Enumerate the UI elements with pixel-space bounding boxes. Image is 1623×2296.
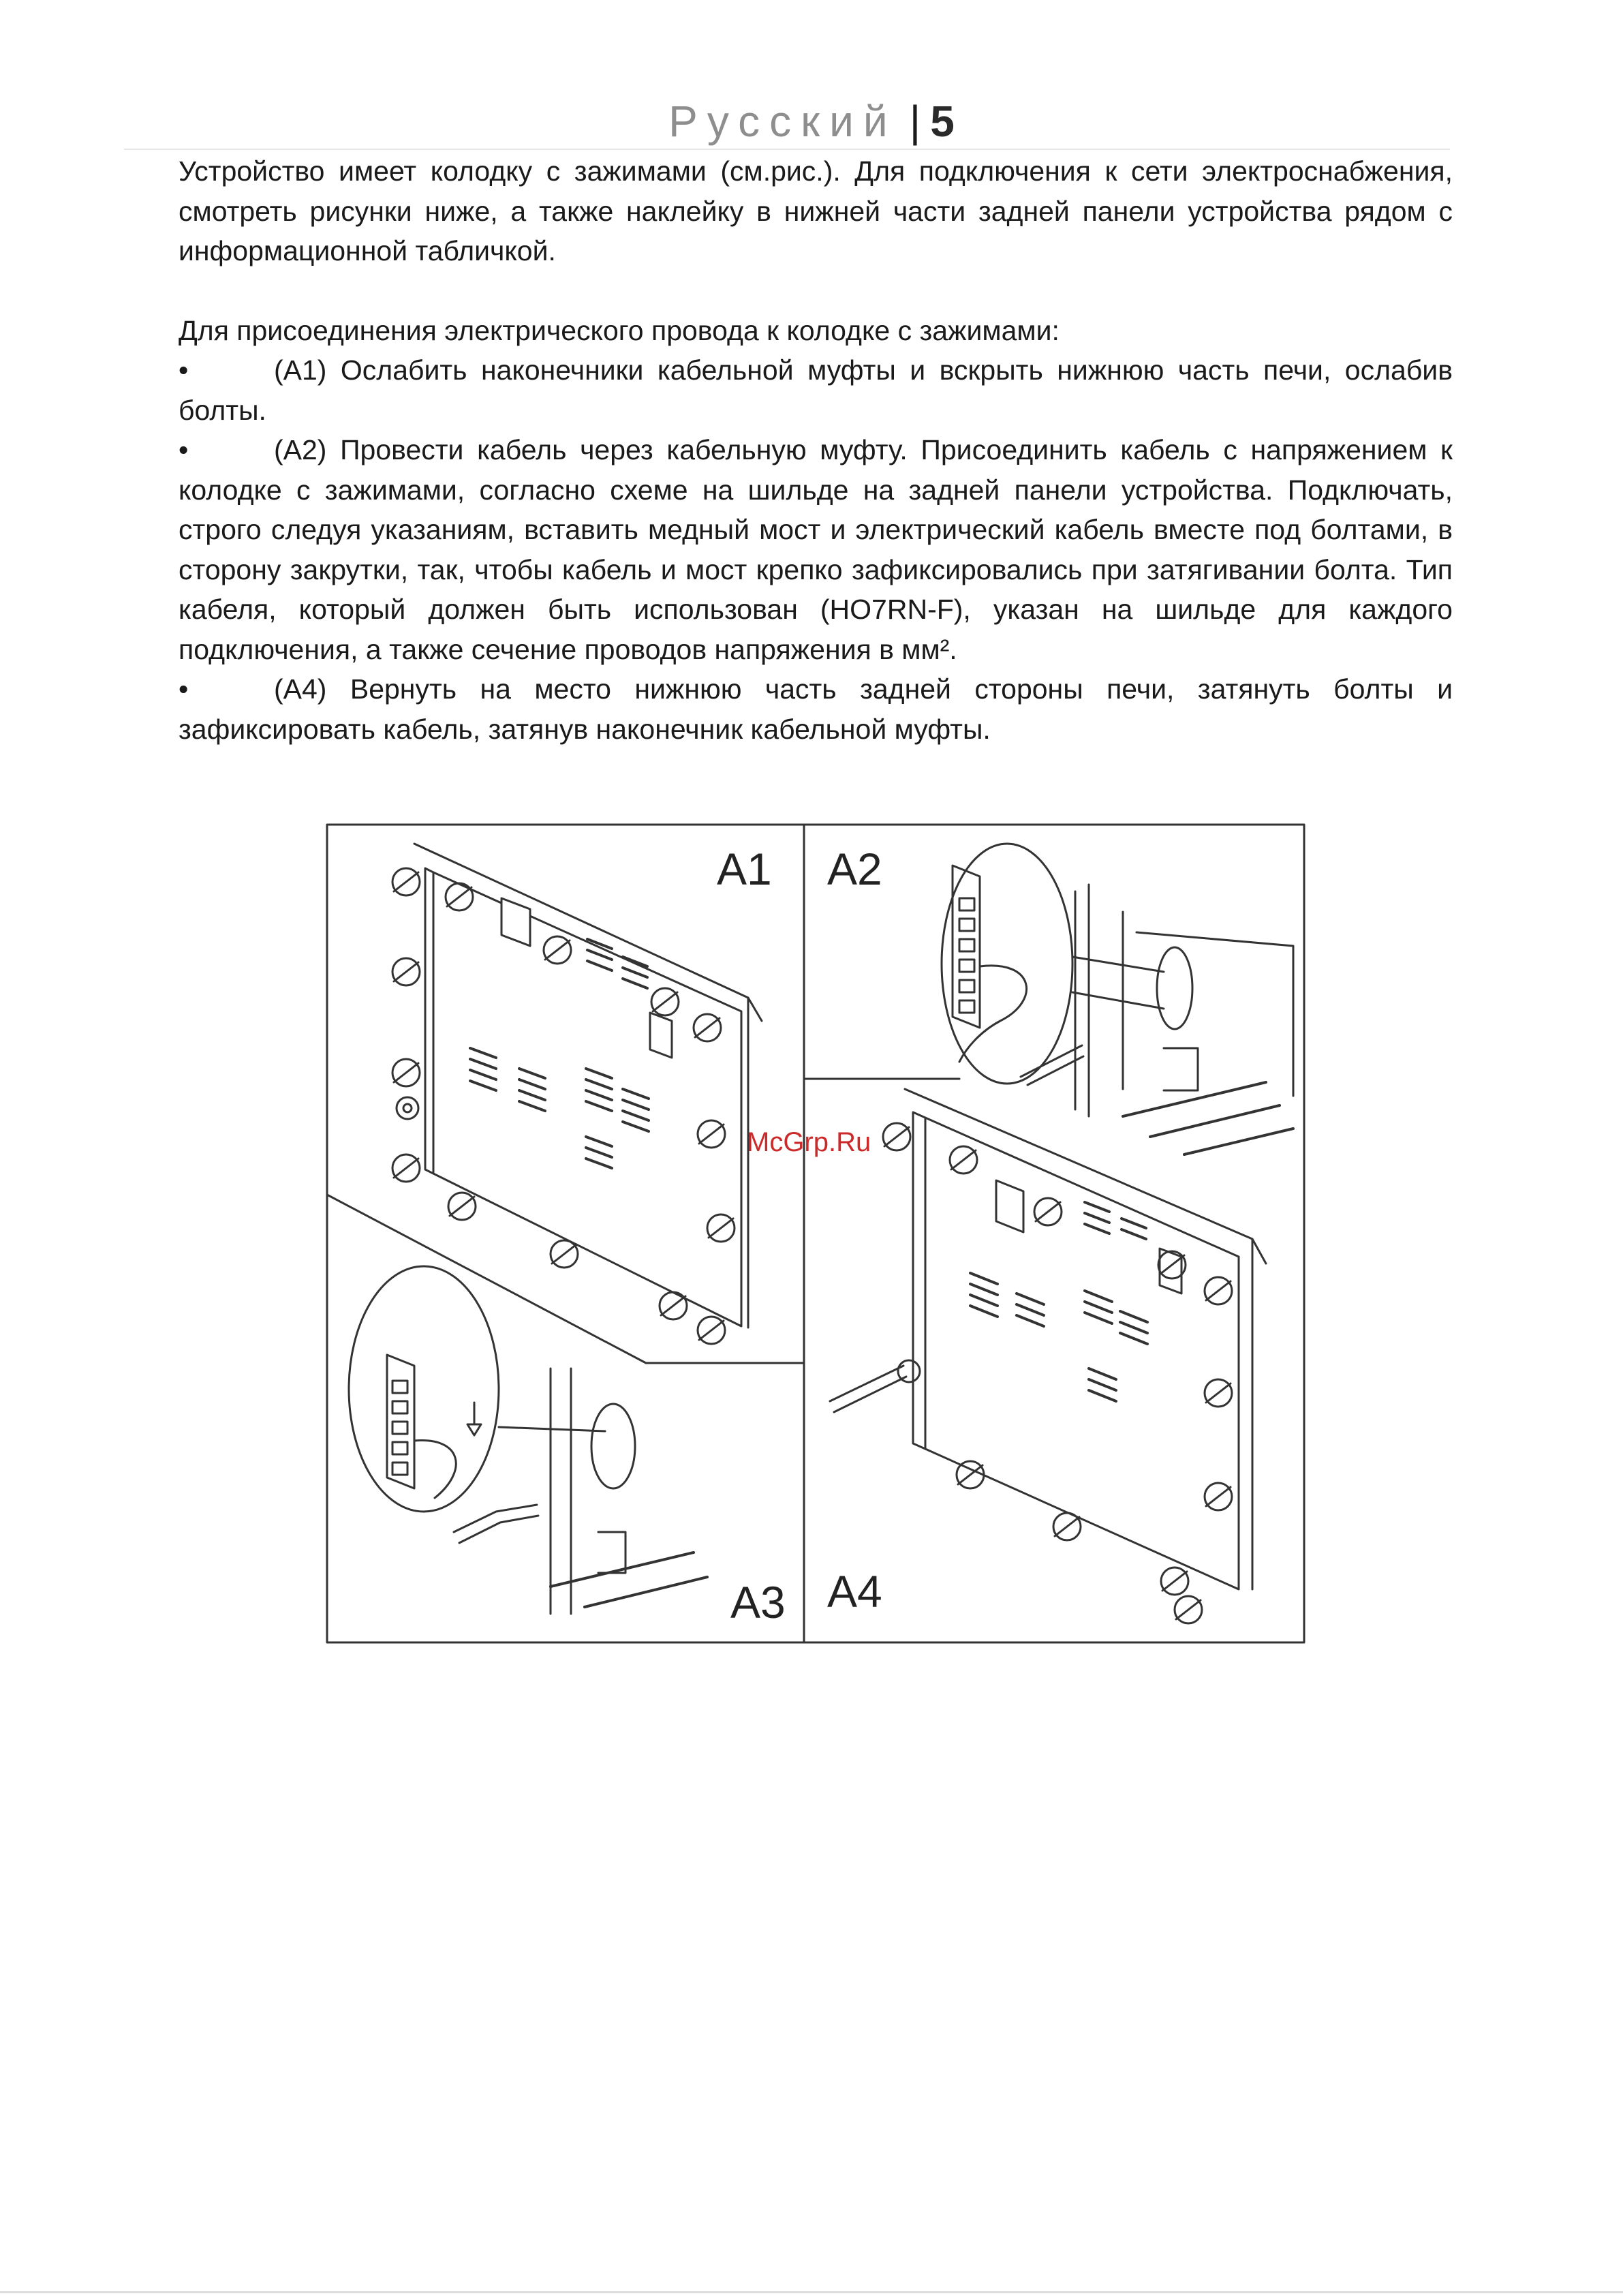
lead-paragraph: Для присоединения электрического провода к колодке с зажимами:: [179, 314, 1060, 346]
bullet-icon: •: [179, 434, 189, 465]
figure-frame: [327, 825, 1304, 1642]
panel-label-a1: A1: [717, 844, 772, 894]
bullet-text: (A2) Провести кабель через кабельную муфту. Присоединить кабель с напряжением к колодке с зажимами, согласно схеме на шильде на задней панели устройства. Подключать, строго следуя указаниям, вставить медный мост и электрический кабель вместе под болтами, в сторону закрутки, так, чтобы кабель и мост крепко зафиксировались при затягивании болта. Тип кабеля, который должен быть использован (HO7RN-F), указан на шильде для каждого подключения, а также сечение проводов напряжения в мм².: [179, 434, 1453, 665]
terminal-detail-a2: [942, 844, 1293, 1154]
panel-label-a3: A3: [730, 1577, 786, 1627]
bullet-item-a4: [179, 669, 1453, 749]
bullet-icon: •: [179, 354, 189, 386]
page-number: 5: [930, 97, 955, 146]
wiring-figure: [326, 823, 1307, 1645]
bullet-item-a2: [179, 430, 1453, 669]
panel-label-a4: A4: [827, 1566, 882, 1617]
header-language: Русский: [668, 97, 897, 146]
oven-back-panel-a1: [392, 844, 762, 1344]
wiring-figure-svg: [326, 823, 1307, 1645]
document-body: [179, 151, 1453, 749]
bullet-text: (A1) Ослабить наконечники кабельной муфты и вскрыть нижнюю часть печи, ослабив болты.: [179, 354, 1453, 426]
intro-paragraph: Устройство имеет колодку с зажимами (см.рис.). Для подключения к сети электроснабжения, смотреть рисунки ниже, а также наклейку в нижней части задней панели устройства рядом с информационной табличкой.: [179, 155, 1453, 266]
page-bottom-edge: [0, 2291, 1623, 2293]
paragraph-gap: [179, 271, 1453, 311]
panel-divider-a1-a3: [327, 1195, 646, 1363]
header-divider: [124, 149, 1450, 150]
bullet-text: (A4) Вернуть на место нижнюю часть задней стороны печи, затянуть болты и зафиксировать кабель, затянув наконечник кабельной муфты.: [179, 673, 1453, 745]
header-separator: |: [909, 97, 921, 146]
bullet-item-a1: [179, 350, 1453, 430]
page-header: [0, 94, 1623, 149]
bullet-icon: •: [179, 673, 189, 705]
panel-label-a2: A2: [827, 844, 882, 894]
terminal-detail-a3: [349, 1266, 707, 1614]
oven-back-panel-a4: [830, 1089, 1266, 1623]
watermark: McGrp.Ru: [747, 1127, 871, 1157]
